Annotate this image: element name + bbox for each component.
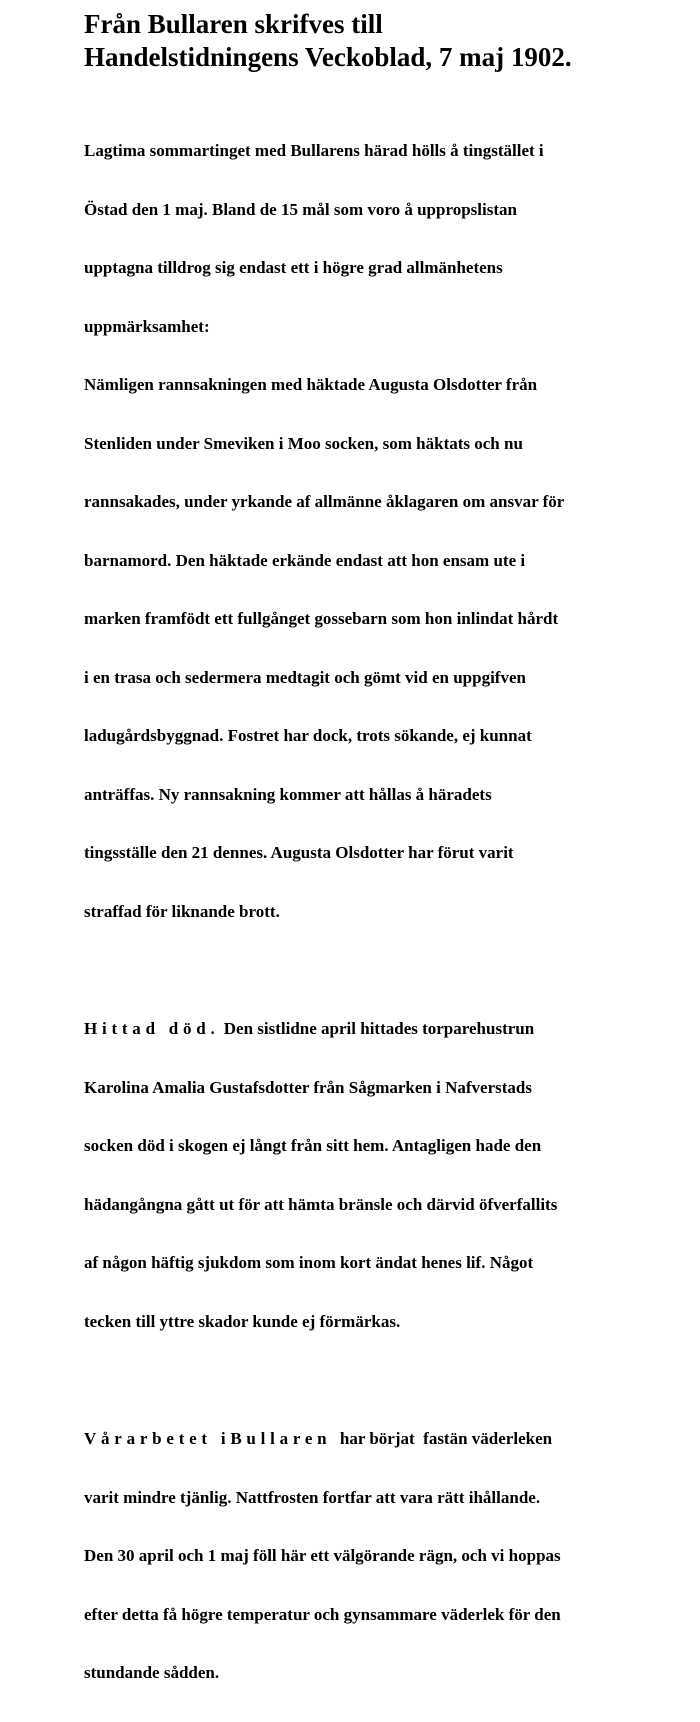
- paragraph-found-dead: [84, 980, 684, 1370]
- text-line: rannsakades, under yrkande af allmänne åklagaren om ansvar för: [84, 492, 565, 511]
- text-line: efter detta få högre temperatur och gynsammare väderlek för den: [84, 1604, 561, 1624]
- text-line: varit mindre tjänlig. Nattfrosten fortfar att vara rätt ihållande.: [84, 1487, 541, 1507]
- text-line: [84, 1019, 684, 1039]
- document-page: [84, 8, 684, 1722]
- text-line: Nämligen rannsakningen med häktade Augusta Olsdotter från: [84, 375, 538, 394]
- text-line: straffad för liknande brott.: [84, 901, 280, 921]
- paragraph-court-session: [84, 102, 684, 960]
- text-line: i en trasa och sedermera medtagit och gömt vid en uppgifven: [84, 667, 526, 687]
- text-line: stundande sådden.: [84, 1663, 220, 1682]
- text-line: anträffas. Ny rannsakning kommer att hållas å häradets: [84, 784, 492, 804]
- paragraph-spring-work: [84, 1390, 684, 1722]
- text-line: socken död i skogen ej långt från sitt hem. Antagligen hade den: [84, 1136, 542, 1155]
- title-line-1: Från Bullaren skrifves till: [84, 9, 383, 39]
- heading-line-rest: har börjat fastän väderleken: [331, 1429, 553, 1448]
- text-line: Stenliden under Smeviken i Moo socken, som häktats och nu: [84, 433, 523, 453]
- text-line: Karolina Amalia Gustafsdotter från Sågmarken i Nafverstads: [84, 1077, 532, 1097]
- text-line: Östad den 1 maj. Bland de 15 mål som voro å uppropslistan: [84, 199, 517, 219]
- text-line: upptagna tilldrog sig endast ett i högre grad allmänhetens: [84, 258, 503, 277]
- title-line-2: Handelstidningens Veckoblad, 7 maj 1902.: [84, 42, 572, 72]
- text-line: tingsställe den 21 dennes. Augusta Olsdotter har förut varit: [84, 843, 514, 862]
- text-line: Den 30 april och 1 maj föll här ett välgörande rägn, och vi hoppas: [84, 1546, 561, 1565]
- text-line: af någon häftig sjukdom som inom kort ändat henes lif. Något: [84, 1253, 534, 1272]
- heading-line-rest: Den sistlidne april hittades torparehustrun: [219, 1019, 535, 1038]
- text-line: barnamord. Den häktade erkände endast att hon ensam ute i: [84, 550, 526, 570]
- text-line: ladugårdsbyggnad. Fostret har dock, trots sökande, ej kunnat: [84, 726, 532, 745]
- text-line: uppmärksamhet:: [84, 316, 210, 336]
- text-line: Lagtima sommartinget med Bullarens härad hölls å tingstället i: [84, 141, 544, 160]
- text-line: marken framfödt ett fullgånget gossebarn som hon inlindat hårdt: [84, 609, 559, 628]
- text-line: hädangångna gått ut för att hämta bränsle och därvid öfverfallits: [84, 1194, 558, 1214]
- text-line: tecken till yttre skador kunde ej förmärkas.: [84, 1311, 401, 1331]
- section-heading-found-dead: Hittad död.: [84, 1019, 220, 1038]
- article-title: [84, 8, 684, 74]
- section-heading-spring-work: Vårarbetet iBullaren: [84, 1429, 332, 1448]
- text-line: [84, 1429, 684, 1449]
